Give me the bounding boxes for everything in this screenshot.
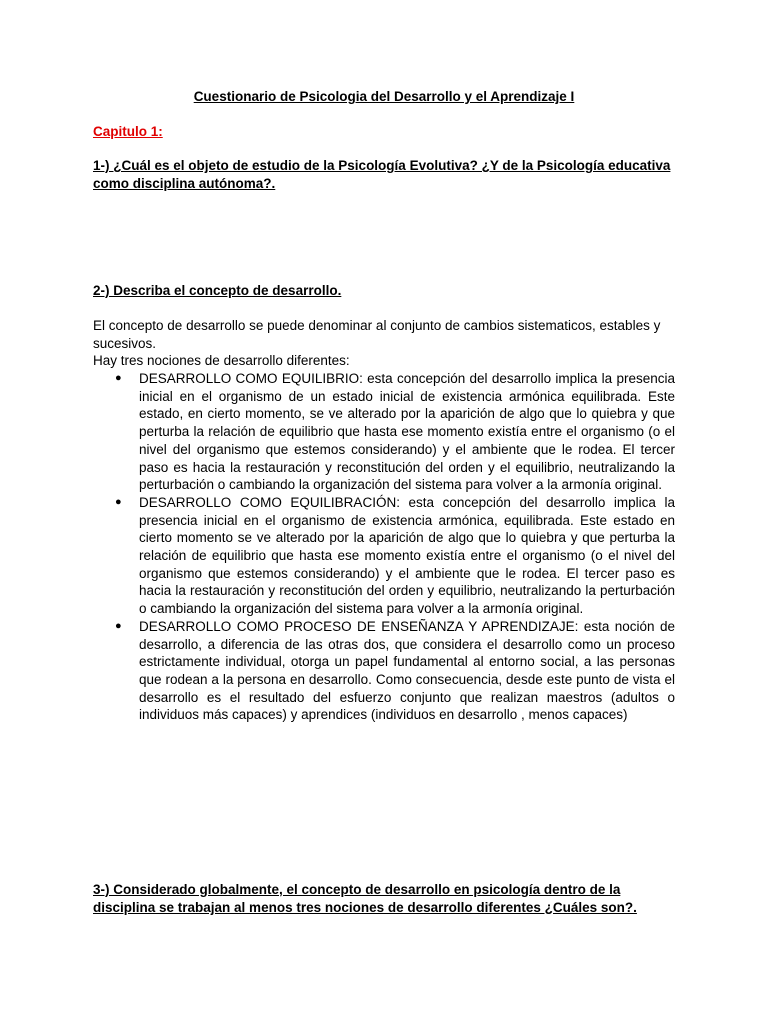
question-1: 1-) ¿Cuál es el objeto de estudio de la Psicología Evolutiva? ¿Y de la Psicología educativa como disciplina autónoma?. xyxy=(93,158,671,191)
document-page xyxy=(93,0,675,1024)
notion-text: DESARROLLO COMO EQUILIBRACIÓN: esta concepción del desarrollo implica la presencia inicial en el organismo de existencia armónica, equilibrada. Este estado en cierto momento se ve alterado por la aparición de algo que lo quiebra y que perturba la relación de equilibrio que hasta ese momento existía entre el organismo (o el nivel del organismo que estemos considerando) y el ambiente que le rodea. El tercer paso es hacia la restauración y reconstitución del orden y equilibrio, neutralizando la perturbación o cambiando la organización del sistema para volver a la armonía original. xyxy=(139,494,675,617)
notion-text: DESARROLLO COMO PROCESO DE ENSEÑANZA Y APRENDIZAJE: esta noción de desarrollo, a diferencia de las otras dos, que considera el desarrollo como un proceso estrictamente individual, otorga un papel fundamental al entorno social, a las personas que rodean a la persona en desarrollo. Como consecuencia, desde este punto de vista el desarrollo es el resultado del esfuerzo conjunto que realizan maestros (adultos o individuos más capaces) y aprendices (individuos en desarrollo , menos capaces) xyxy=(139,618,675,723)
answer-2-paragraph-1: El concepto de desarrollo se puede denominar al conjunto de cambios sistematicos, estables y sucesivos. xyxy=(93,318,661,351)
notion-text: DESARROLLO COMO EQUILIBRIO: esta concepción del desarrollo implica la presencia inicial en el organismo de un estado inicial de existencia armónica equilibrada. Este estado, en cierto momento, se ve alterado por la aparición de algo que lo quiebra y que perturba la relación de equilibrio que hasta ese momento existía entre el organismo (o el nivel del organismo que estemos considerando) y el ambiente que le rodea. El tercer paso es hacia la restauración y reconstitución del orden y el equilibrio, neutralizando la perturbación o cambiando la organización del sistema para volver a la armonía original. xyxy=(139,371,675,493)
chapter-heading: Capitulo 1: xyxy=(93,124,163,139)
bullet-icon: ● xyxy=(115,619,122,632)
answer-2-intro xyxy=(93,317,675,370)
bullet-icon: ● xyxy=(115,495,122,508)
bullet-icon: ● xyxy=(115,372,122,384)
question-3: 3-) Considerado globalmente, el concepto de desarrollo en psicología dentro de la disciplina se trabajan al menos tres nociones de desarrollo diferentes ¿Cuáles son?. xyxy=(93,882,637,915)
list-item xyxy=(93,494,675,618)
document-title: Cuestionario de Psicologia del Desarrollo y el Aprendizaje I xyxy=(193,89,575,104)
question-2: 2-) Describa el concepto de desarrollo. xyxy=(93,283,342,298)
list-item xyxy=(93,370,675,494)
notions-list xyxy=(93,370,675,724)
answer-2-paragraph-2: Hay tres nociones de desarrollo diferentes: xyxy=(93,353,350,369)
list-item xyxy=(93,618,675,724)
